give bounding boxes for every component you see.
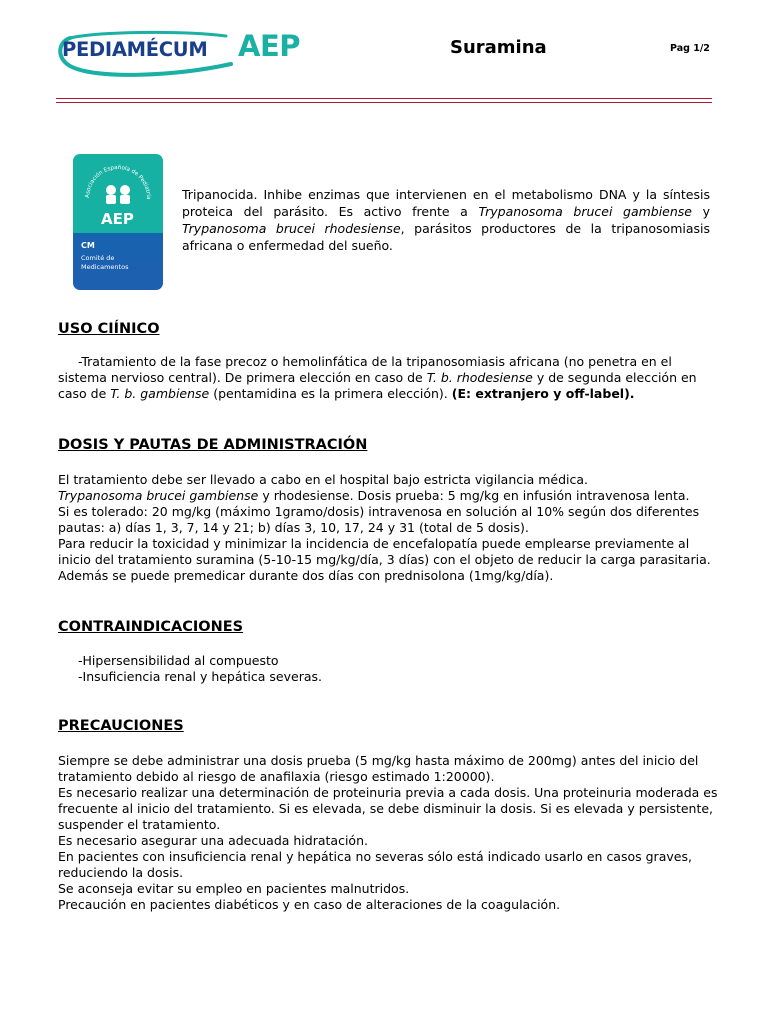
- document-title: Suramina: [450, 37, 547, 58]
- contraindicaciones-list: [58, 653, 718, 685]
- list-item: -Hipersensibilidad al compuesto: [78, 653, 279, 668]
- badge-subtitle: Comité de Medicamentos: [81, 254, 129, 271]
- section-heading-dosis: DOSIS Y PAUTAS DE ADMINISTRACIÓN: [58, 437, 368, 453]
- section-heading-uso: USO CIÍNICO: [58, 321, 160, 337]
- precauciones-paragraph: Siempre se debe administrar una dosis prueba (5 mg/kg hasta máximo de 200mg) antes del inicio del tratamiento debido al riesgo de anafilaxia (riesgo estimado 1:20000). Es necesario realizar una determinación de proteinuria previa a cada dosis. Una proteinuria moderada es frecuente al inicio del tratamiento. Si es elevada, se debe disminuir la dosis. Si es elevada y persistente, suspender el tratamiento. Es necesario asegurar una adecuada hidratación. En pacientes con insuficiencia renal y hepática no severas sólo está indicado usarlo en casos graves, reduciendo la dosis. Se aconseja evitar su empleo en pacientes malnutridos. Precaución en pacientes diabéticos y en caso de alteraciones de la coagulación.: [58, 753, 718, 912]
- badge-cm: CM: [81, 241, 95, 250]
- uso-paragraph: -Tratamiento de la fase precoz o hemolinfática de la tripanosomiasis africana (no penetra en el sistema nervioso central). De primera elección en caso de T. b. rhodesiense y de segunda elección en caso de T. b. gambiense (pentamidina es la primera elección). (E: extranjero y off-label).: [58, 354, 697, 401]
- logo-wordmark: PEDIAMÉCUM: [62, 38, 208, 61]
- aep-committee-badge: [73, 154, 163, 290]
- logo-aep: AEP: [238, 29, 301, 63]
- badge-arc-text: Asociación Española de Pediatría: [84, 164, 152, 200]
- svg-text:Asociación Española de Pediatr: [85, 165, 152, 200]
- section-heading-precauciones: PRECAUCIONES: [58, 718, 184, 734]
- dosis-paragraph: El tratamiento debe ser llevado a cabo en el hospital bajo estricta vigilancia médica. Trypanosoma brucei gambiense y rhodesiense. Dosis prueba: 5 mg/kg en infusión intravenosa lenta. Si es tolerado: 20 mg/kg (máximo 1gramo/dosis) intravenosa en solución al 10% según dos diferentes pautas: a) días 1, 3, 7, 14 y 21; b) días 3, 10, 17, 24 y 31 (total de 5 dosis). Para reducir la toxicidad y minimizar la incidencia de encefalopatía puede emplearse previamente al inicio del tratamiento suramina (5-10-15 mg/kg/día, 3 días) con el objeto de reducir la carga parasitaria. Además se puede premedicar durante dos días con prednisolona (1mg/kg/día).: [58, 472, 711, 583]
- pediamecum-logo: [56, 28, 301, 78]
- header-rule-top: [56, 98, 712, 99]
- section-heading-contraindicaciones: CONTRAINDICACIONES: [58, 619, 244, 635]
- page-number: Pag 1/2: [670, 43, 710, 54]
- header-rule-bottom: [56, 102, 712, 103]
- badge-aep: AEP: [101, 210, 134, 228]
- intro-paragraph: Tripanocida. Inhibe enzimas que intervienen en el metabolismo DNA y la síntesis proteica del parásito. Es activo frente a Trypanosoma brucei gambiense y Trypanosoma brucei rhodesiense, parásitos productores de la tripanosomiasis africana o enfermedad del sueño.: [182, 187, 711, 253]
- list-item: -Insuficiencia renal y hepática severas.: [78, 669, 322, 684]
